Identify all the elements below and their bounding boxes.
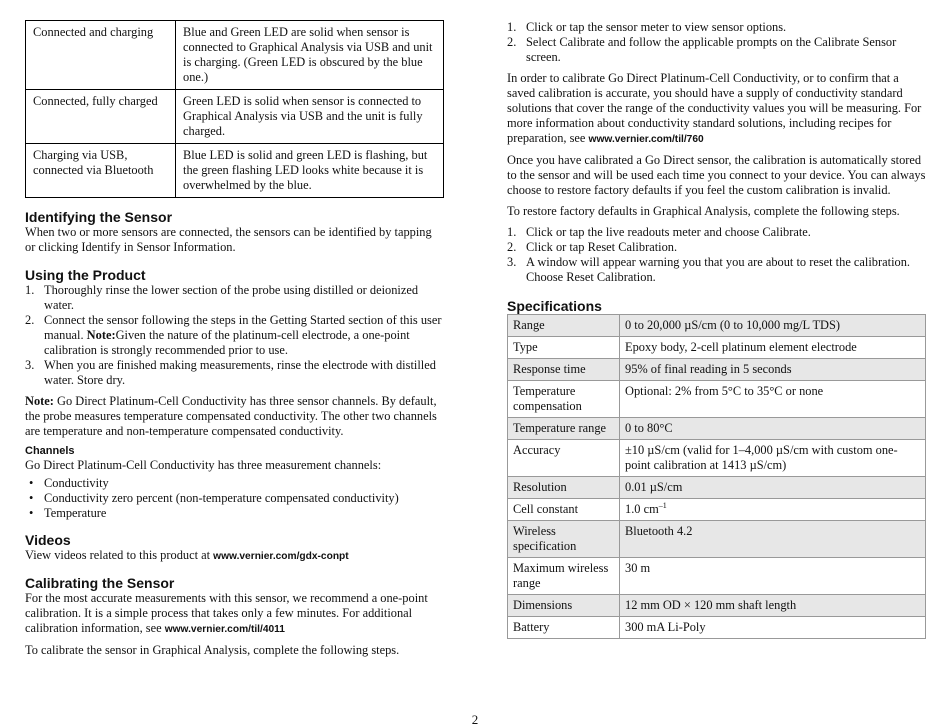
spec-value: 300 mA Li-Poly <box>620 617 926 639</box>
table-row <box>508 499 926 521</box>
identifying-text: When two or more sensors are connected, the sensors can be identified by tapping or clicking Identify in Sensor Information. <box>25 225 432 254</box>
step-number: 2. <box>507 240 517 254</box>
table-row <box>508 440 926 477</box>
table-row <box>26 144 444 198</box>
bullet-icon: • <box>29 491 34 505</box>
spec-value: 0 to 80°C <box>620 418 926 440</box>
list-item <box>507 20 927 35</box>
videos-heading: Videos <box>25 532 71 548</box>
spec-key: Resolution <box>508 477 620 499</box>
calibrating-body: For the most accurate measurements with this sensor, we recommend a one-point calibration. It is a simple process that takes only a few minutes. For additional calibration information, see <box>25 591 428 635</box>
spec-value: 30 m <box>620 558 926 595</box>
note-paragraph <box>25 394 443 439</box>
cell-constant-exponent: –1 <box>658 500 667 510</box>
using-steps <box>25 283 443 388</box>
list-item <box>507 35 927 65</box>
table-row <box>508 315 926 337</box>
led-state-cell: Connected, fully charged <box>26 90 176 144</box>
list-item <box>25 313 443 358</box>
videos-link[interactable]: www.vernier.com/gdx-conpt <box>213 551 349 562</box>
videos-label: View videos related to this product at <box>25 548 214 562</box>
spec-key: Dimensions <box>508 595 620 617</box>
calibrate-steps <box>507 20 927 65</box>
spec-value: 0.01 µS/cm <box>620 477 926 499</box>
restore-paragraph: To restore factory defaults in Graphical Analysis, complete the following steps. <box>507 204 900 218</box>
calibration-link[interactable]: www.vernier.com/til/4011 <box>164 624 285 635</box>
using-heading: Using the Product <box>25 267 146 283</box>
step-number: 1. <box>507 225 517 239</box>
spec-value: 95% of final reading in 5 seconds <box>620 359 926 381</box>
list-item <box>507 240 927 255</box>
led-state-cell: Charging via USB, connected via Bluetooth <box>26 144 176 198</box>
note-label: Note: <box>86 328 116 342</box>
reset-steps <box>507 225 927 285</box>
spec-value: Epoxy body, 2-cell platinum element electrode <box>620 337 926 359</box>
stored-calibration-paragraph: Once you have calibrated a Go Direct sensor, the calibration is automatically stored to the sensor and will be used each time you connect to your device. You can always choose to restore factory defaults if you feel the custom calibration is invalid. <box>507 153 926 197</box>
table-row <box>508 617 926 639</box>
calibration-body: In order to calibrate Go Direct Platinum-Cell Conductivity, or to confirm that a saved calibration is accurate, you should have a supply of conductivity standard solutions that cover the range of the conductivity values you will be measuring. For more information about conductivity standard solutions, including recipes for preparation, see <box>507 71 922 145</box>
left-column <box>25 20 443 664</box>
calibrating-heading: Calibrating the Sensor <box>25 575 175 591</box>
step-text: Click or tap Reset Calibration. <box>526 240 678 254</box>
led-desc-cell: Green LED is solid when sensor is connected to Graphical Analysis via USB and the unit is fully charged. <box>176 90 444 144</box>
page-number: 2 <box>471 712 479 727</box>
note-text: Go Direct Platinum-Cell Conductivity has three sensor channels. By default, the probe measures temperature compensated conductivity. The other two channels are temperature and non-temperature compensated conductivity. <box>25 394 437 438</box>
table-row <box>508 337 926 359</box>
list-item <box>25 491 443 506</box>
step-text: Thoroughly rinse the lower section of the probe using distilled or deionized water. <box>44 283 419 312</box>
videos-text <box>25 548 443 564</box>
led-state-cell: Connected and charging <box>26 21 176 90</box>
channels-list <box>25 476 443 521</box>
spec-key: Accuracy <box>508 440 620 477</box>
led-status-table <box>25 20 444 198</box>
spec-key: Battery <box>508 617 620 639</box>
list-item <box>25 476 443 491</box>
led-desc-cell: Blue and Green LED are solid when sensor is connected to Graphical Analysis via USB and unit is charging. (Green LED is obscured by the blue one.) <box>176 21 444 90</box>
step-text: Select Calibrate and follow the applicable prompts on the Calibrate Sensor screen. <box>526 35 897 64</box>
spec-key: Type <box>508 337 620 359</box>
step-text: Connect the sensor following the steps in the Getting Started section of this user manual. <box>44 313 442 342</box>
channel-label: Conductivity zero percent (non-temperature compensated conductivity) <box>44 491 399 505</box>
step-number: 3. <box>25 358 35 372</box>
table-row <box>26 21 444 90</box>
spec-value: Optional: 2% from 5°C to 35°C or none <box>620 381 926 418</box>
spec-value: Bluetooth 4.2 <box>620 521 926 558</box>
spec-key: Wireless specification <box>508 521 620 558</box>
channels-intro: Go Direct Platinum-Cell Conductivity has three measurement channels: <box>25 458 382 472</box>
spec-key: Temperature range <box>508 418 620 440</box>
spec-key: Response time <box>508 359 620 381</box>
table-row <box>508 521 926 558</box>
channels-heading: Channels <box>25 445 75 457</box>
table-row <box>508 595 926 617</box>
spec-value: 12 mm OD × 120 mm shaft length <box>620 595 926 617</box>
specifications-table <box>507 314 926 639</box>
spec-key: Temperature compensation <box>508 381 620 418</box>
step-number: 2. <box>507 35 517 49</box>
step-text: Click or tap the live readouts meter and choose Calibrate. <box>526 225 811 239</box>
led-desc-cell: Blue LED is solid and green LED is flashing, but the green flashing LED looks white because it is overwhelmed by the blue. <box>176 144 444 198</box>
list-item <box>25 506 443 521</box>
list-item <box>25 283 443 313</box>
spec-value: ±10 µS/cm (valid for 1–4,000 µS/cm with custom one-point calibration at 1413 µS/cm) <box>620 440 926 477</box>
note-label: Note: <box>25 394 54 408</box>
step-text: Given the nature of the platinum-cell electrode, a one-point calibration is strongly recommended prior to use. <box>44 328 410 357</box>
channel-label: Conductivity <box>44 476 109 490</box>
spec-key: Cell constant <box>508 499 620 521</box>
standards-link[interactable]: www.vernier.com/til/760 <box>588 134 704 145</box>
identifying-heading: Identifying the Sensor <box>25 209 173 225</box>
bullet-icon: • <box>29 506 34 520</box>
right-column <box>507 20 927 639</box>
step-text: Click or tap the sensor meter to view sensor options. <box>526 20 787 34</box>
table-row <box>508 477 926 499</box>
step-number: 1. <box>507 20 517 34</box>
table-row <box>508 418 926 440</box>
list-item <box>507 225 927 240</box>
step-number: 3. <box>507 255 517 269</box>
spec-key: Range <box>508 315 620 337</box>
spec-value: 0 to 20,000 µS/cm (0 to 10,000 mg/L TDS) <box>620 315 926 337</box>
table-row <box>508 558 926 595</box>
step-number: 1. <box>25 283 35 297</box>
bullet-icon: • <box>29 476 34 490</box>
step-text: A window will appear warning you that you are about to reset the calibration. Choose Reset Calibration. <box>526 255 911 284</box>
step-text: When you are finished making measurements, rinse the electrode with distilled water. Store dry. <box>44 358 436 387</box>
calibrating-text <box>25 591 443 637</box>
spec-value <box>620 499 926 521</box>
calibrating-text2: To calibrate the sensor in Graphical Analysis, complete the following steps. <box>25 643 400 657</box>
table-row <box>508 381 926 418</box>
specifications-heading: Specifications <box>507 298 602 314</box>
list-item <box>25 358 443 388</box>
spec-key: Maximum wireless range <box>508 558 620 595</box>
list-item <box>507 255 927 285</box>
step-number: 2. <box>25 313 35 327</box>
cell-constant-value: 1.0 cm <box>625 502 659 516</box>
channel-label: Temperature <box>44 506 107 520</box>
table-row <box>508 359 926 381</box>
table-row <box>26 90 444 144</box>
calibration-paragraph <box>507 71 927 147</box>
